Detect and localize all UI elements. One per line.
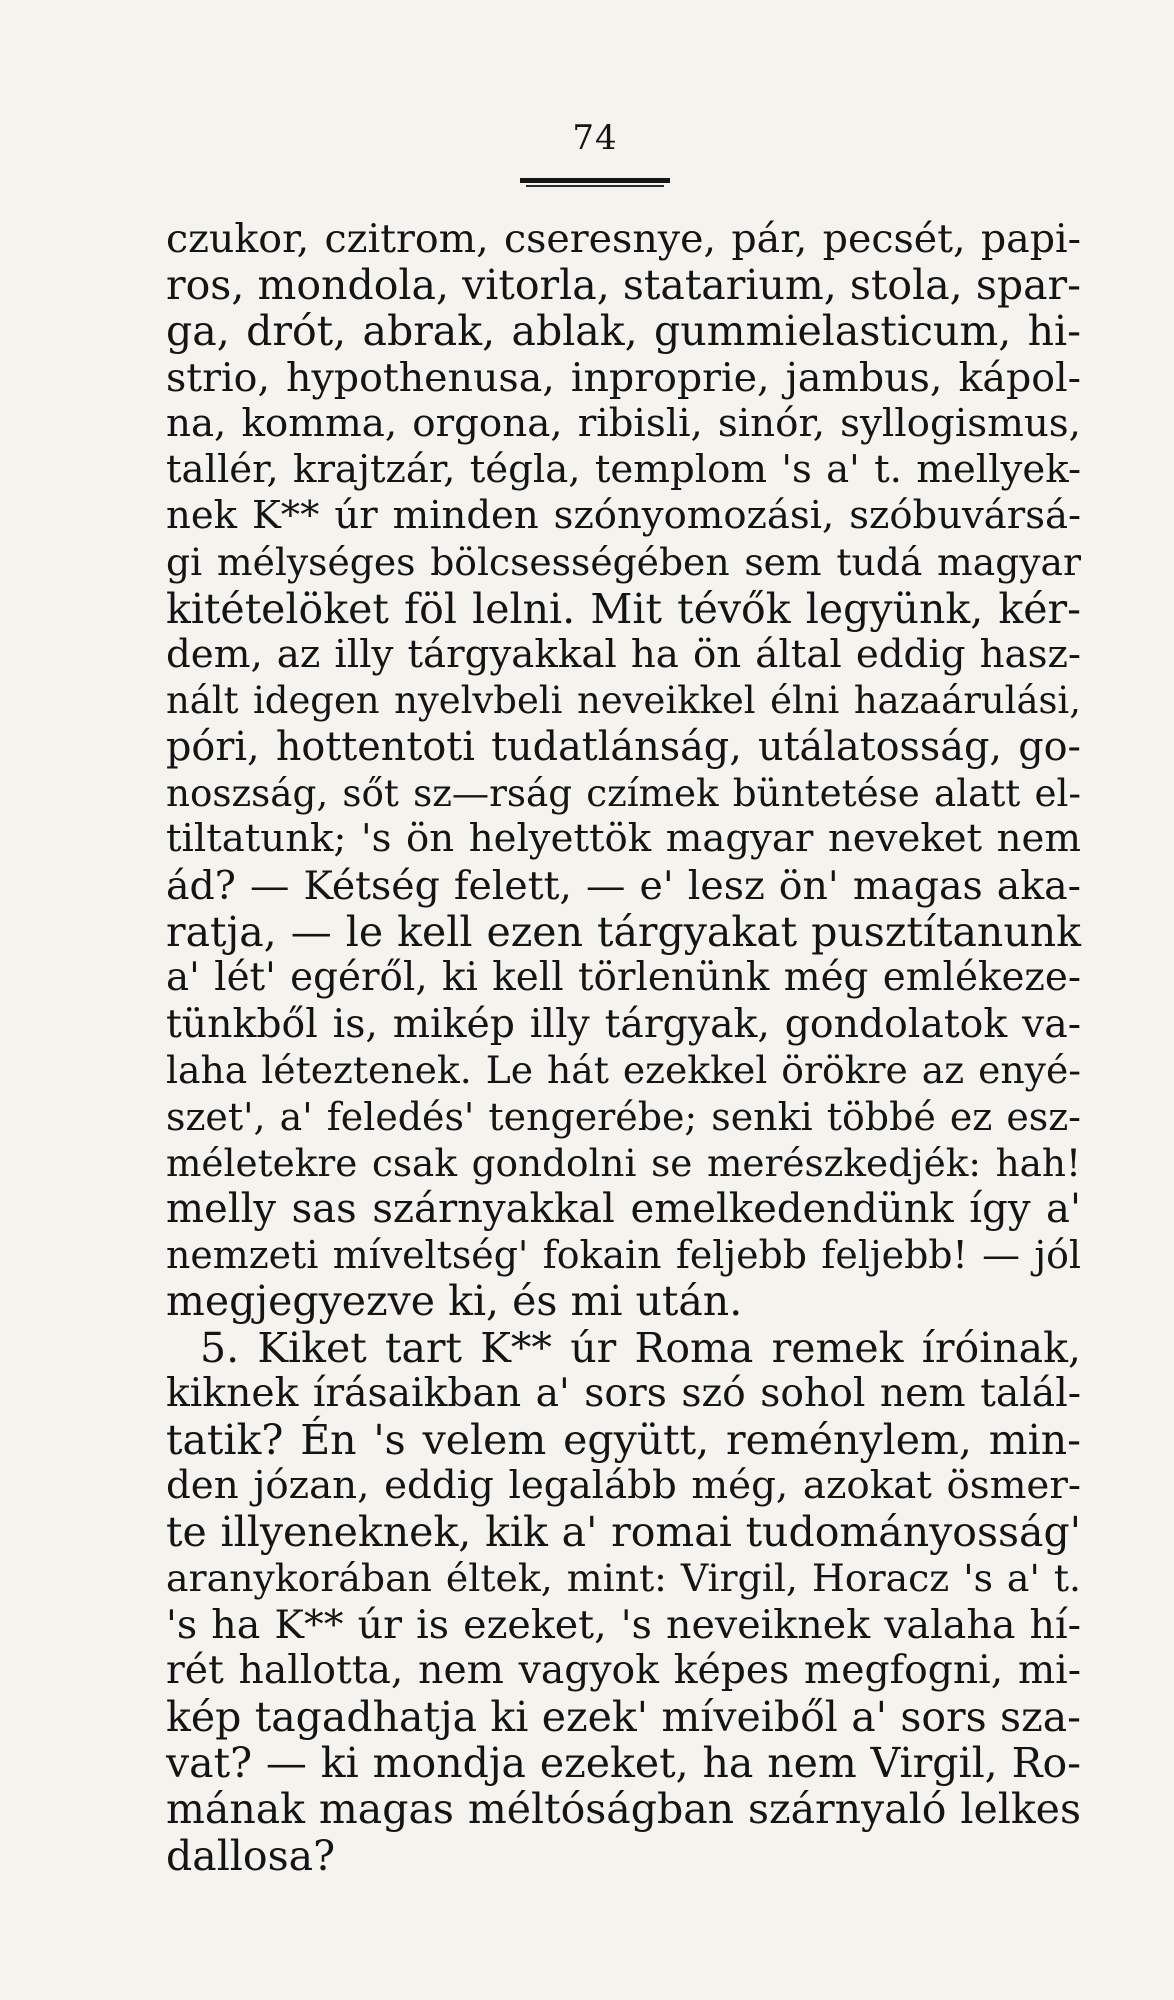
text-line-8: gi mélységes bölcsességében sem tudá magyar (166, 540, 1081, 585)
text-line-36: dallosa? (166, 1831, 336, 1880)
text-line-14: tiltatunk; 's ön helyettök magyar neveket nem (166, 816, 1081, 862)
text-line-3: ga, drót, abrak, ablak, gummielasticum, hi- (166, 307, 1081, 356)
text-line-1: czukor, czitrom, cseresnye, pár, pecsét, papi- (166, 216, 1081, 262)
text-line-20: szet', a' feledés' tengerébe; senki többé ez esz- (166, 1094, 1081, 1139)
text-line-11: nált idegen nyelvbeli neveikkel élni hazaárulási, (166, 678, 1081, 722)
text-line-4: strio, hypothenusa, inproprie, jambus, kápol- (166, 354, 1081, 401)
header-rule-thin (526, 185, 664, 187)
body-text (166, 216, 1081, 1879)
text-line-17: a' lét' egéről, ki kell törlenünk még emlékeze- (166, 955, 1081, 1000)
text-line-15: ád? — Kétség felett, — e' lesz ön' magas aka- (166, 862, 1081, 909)
text-line-26: kiknek írásaikban a' sors szó sohol nem talál- (166, 1370, 1081, 1416)
text-line-27: tatik? Én 's velem együtt, reménylem, min- (166, 1415, 1081, 1464)
text-line-6: tallér, krajtzár, tégla, templom 's a' t. mellyek- (166, 446, 1081, 492)
text-line-32: rét hallotta, nem vagyok képes megfogni, mi- (166, 1647, 1081, 1693)
text-line-28: den józan, eddig legalább még, azokat ösmer- (166, 1463, 1081, 1509)
header-rule-thick (520, 178, 670, 183)
text-line-23: nemzeti míveltség' fokain feljebb feljebb! — jól (166, 1233, 1081, 1278)
text-line-5: na, komma, orgona, ribisli, sinór, syllogismus, (166, 400, 1081, 446)
text-line-2: ros, mondola, vitorla, statarium, stola, spar- (166, 261, 1081, 310)
text-line-31: 's ha K** úr is ezeket, 's neveiknek valaha hí- (166, 1601, 1081, 1648)
text-line-25: 5. Kiket tart K** úr Roma remek íróinak, (200, 1323, 1081, 1372)
text-line-10: dem, az illy tárgyakkal ha ön által eddig hasz- (166, 631, 1081, 677)
text-line-30: aranykorában éltek, mint: Virgil, Horacz 's a' t. (166, 1556, 1081, 1601)
text-line-35: mának magas méltóságban szárnyaló lelkes (166, 1785, 1081, 1834)
text-line-24: megjegyezve ki, és mi után. (166, 1277, 743, 1326)
text-line-18: tünkből is, mikép illy tárgyak, gondolatok va- (166, 1001, 1081, 1048)
text-line-12: póri, hottentoti tudatlánság, utálatosság, go- (166, 724, 1081, 771)
page-number: 74 (572, 118, 618, 158)
text-line-9: kitételöket föl lelni. Mit tévők legyünk, kér- (166, 584, 1081, 633)
text-line-33: kép tagadhatja ki ezek' míveiből a' sors sza- (166, 1693, 1081, 1741)
text-line-22: melly sas szárnyakkal emelkedendünk így a' (166, 1185, 1081, 1232)
text-line-21: méletekre csak gondolni se merészkedjék: hah! (166, 1140, 1081, 1185)
text-line-7: nek K** úr minden szónyomozási, szóbuvársá- (166, 493, 1081, 539)
text-line-34: vat? — ki mondja ezeket, ha nem Virgil, Ro- (166, 1739, 1081, 1788)
text-line-19: laha léteztenek. Le hát ezekkel örökre az enyé- (166, 1048, 1081, 1093)
text-line-29: te illyeneknek, kik a' romai tudományosság' (166, 1508, 1081, 1557)
header-rule (520, 178, 670, 187)
text-line-16: ratja, — le kell ezen tárgyakat pusztítanunk (166, 907, 1081, 956)
text-line-13: noszság, sőt sz—rság czímek büntetése alatt el- (166, 771, 1081, 816)
